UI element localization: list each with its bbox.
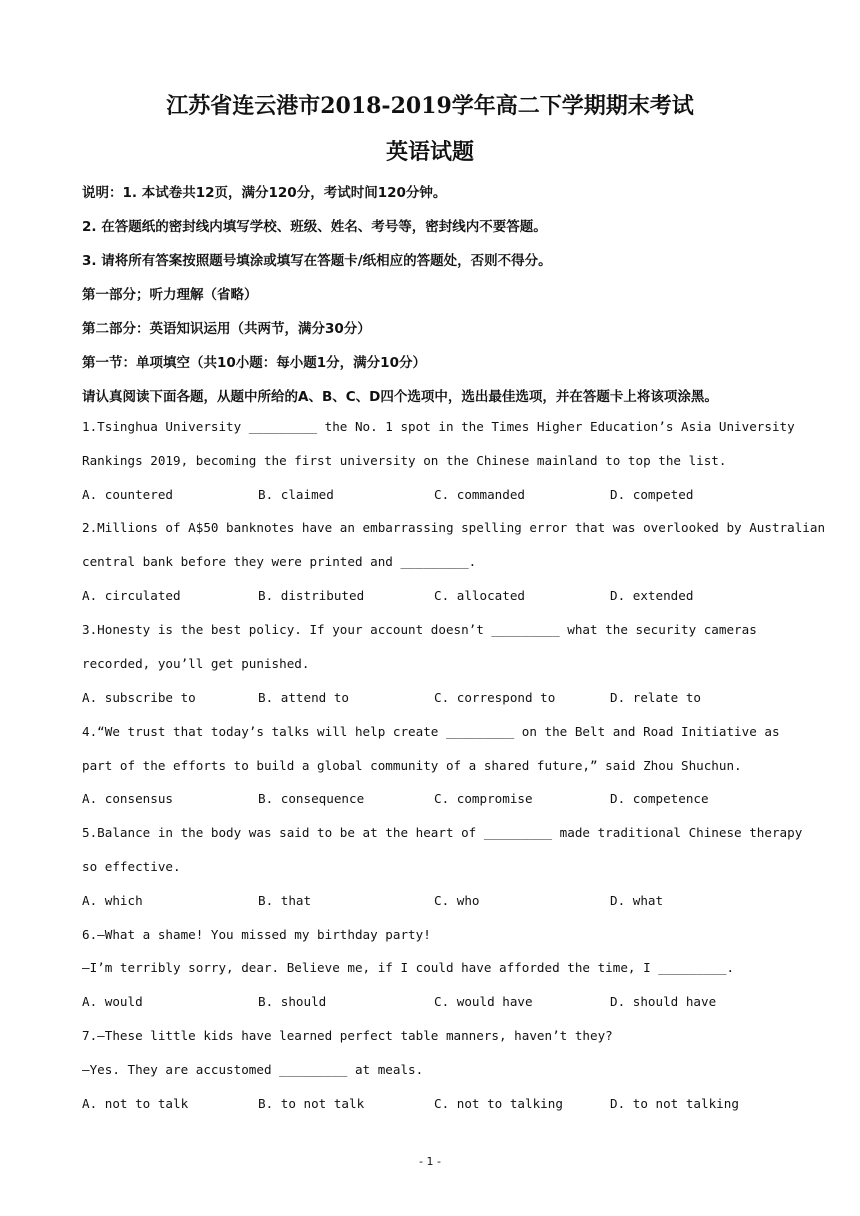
question-stem: 5.Balance in the body was said to be at the heart of _________ made traditional Chinese therapy — [82, 825, 803, 840]
instruction-line: 2. 在答题纸的密封线内填写学校、班级、姓名、考号等，密封线内不要答题。 — [82, 219, 547, 235]
question-stem: 2.Millions of A$50 banknotes have an embarrassing spelling error that was overlooked by Australian — [82, 520, 826, 535]
option-a: A. subscribe to — [82, 690, 196, 705]
option-d: D. should have — [610, 994, 717, 1009]
option-b: B. consequence — [258, 791, 365, 806]
exam-subtitle: 英语试题 — [385, 139, 474, 165]
question-stem: —Yes. They are accustomed _________ at meals. — [82, 1062, 424, 1077]
question-stem: —I’m terribly sorry, dear. Believe me, if I could have afforded the time, I _________. — [82, 960, 735, 975]
page-number: - 1 - — [419, 1155, 441, 1168]
exam-title: 江苏省连云港市2018-2019学年高二下学期期末考试 — [166, 93, 694, 119]
option-c: C. commanded — [434, 487, 525, 502]
question-stem: 4.“We trust that today’s talks will help create _________ on the Belt and Road Initiative as — [82, 724, 780, 739]
option-b: B. that — [258, 893, 312, 908]
option-b: B. should — [258, 994, 327, 1009]
section-heading: 第二部分：英语知识运用（共两节，满分30分） — [82, 321, 371, 337]
section-heading: 第一节：单项填空（共10小题：每小题1分，满分10分） — [82, 355, 426, 371]
option-d: D. what — [610, 893, 664, 908]
instruction-line: 请认真阅读下面各题，从题中所给的A、B、C、D四个选项中，选出最佳选项，并在答题卡上将该项涂黑。 — [82, 389, 718, 405]
option-a: A. consensus — [82, 791, 173, 806]
question-stem: part of the efforts to build a global community of a shared future,” said Zhou Shuchun. — [82, 758, 742, 773]
option-a: A. would — [82, 994, 143, 1009]
option-c: C. not to talking — [434, 1096, 563, 1111]
option-b: B. claimed — [258, 487, 334, 502]
question-stem: 1.Tsinghua University _________ the No. 1 spot in the Times Higher Education’s Asia University — [82, 419, 795, 434]
option-a: A. not to talk — [82, 1096, 189, 1111]
question-stem: central bank before they were printed and _________. — [82, 554, 477, 569]
section-heading: 第一部分；听力理解（省略） — [82, 287, 258, 303]
option-b: B. to not talk — [258, 1096, 365, 1111]
question-stem: 3.Honesty is the best policy. If your account doesn’t _________ what the security cameras — [82, 622, 757, 637]
question-stem: recorded, you’ll get punished. — [82, 656, 310, 671]
option-d: D. to not talking — [610, 1096, 739, 1111]
option-d: D. extended — [610, 588, 694, 603]
option-c: C. would have — [434, 994, 533, 1009]
question-stem: so effective. — [82, 859, 181, 874]
option-d: D. competence — [610, 791, 709, 806]
option-a: A. countered — [82, 487, 173, 502]
instruction-line: 说明：1. 本试卷共12页，满分120分，考试时间120分钟。 — [82, 185, 447, 201]
instruction-line: 3. 请将所有答案按照题号填涂或填写在答题卡/纸相应的答题处，否则不得分。 — [82, 253, 552, 269]
question-stem: 7.—These little kids have learned perfect table manners, haven’t they? — [82, 1028, 613, 1043]
option-b: B. attend to — [258, 690, 349, 705]
option-d: D. competed — [610, 487, 694, 502]
option-a: A. circulated — [82, 588, 181, 603]
question-stem: 6.—What a shame! You missed my birthday party! — [82, 927, 431, 942]
option-d: D. relate to — [610, 690, 701, 705]
option-b: B. distributed — [258, 588, 365, 603]
option-c: C. correspond to — [434, 690, 556, 705]
question-stem: Rankings 2019, becoming the first university on the Chinese mainland to top the list. — [82, 453, 727, 468]
option-c: C. allocated — [434, 588, 525, 603]
option-c: C. compromise — [434, 791, 533, 806]
option-c: C. who — [434, 893, 480, 908]
option-a: A. which — [82, 893, 143, 908]
